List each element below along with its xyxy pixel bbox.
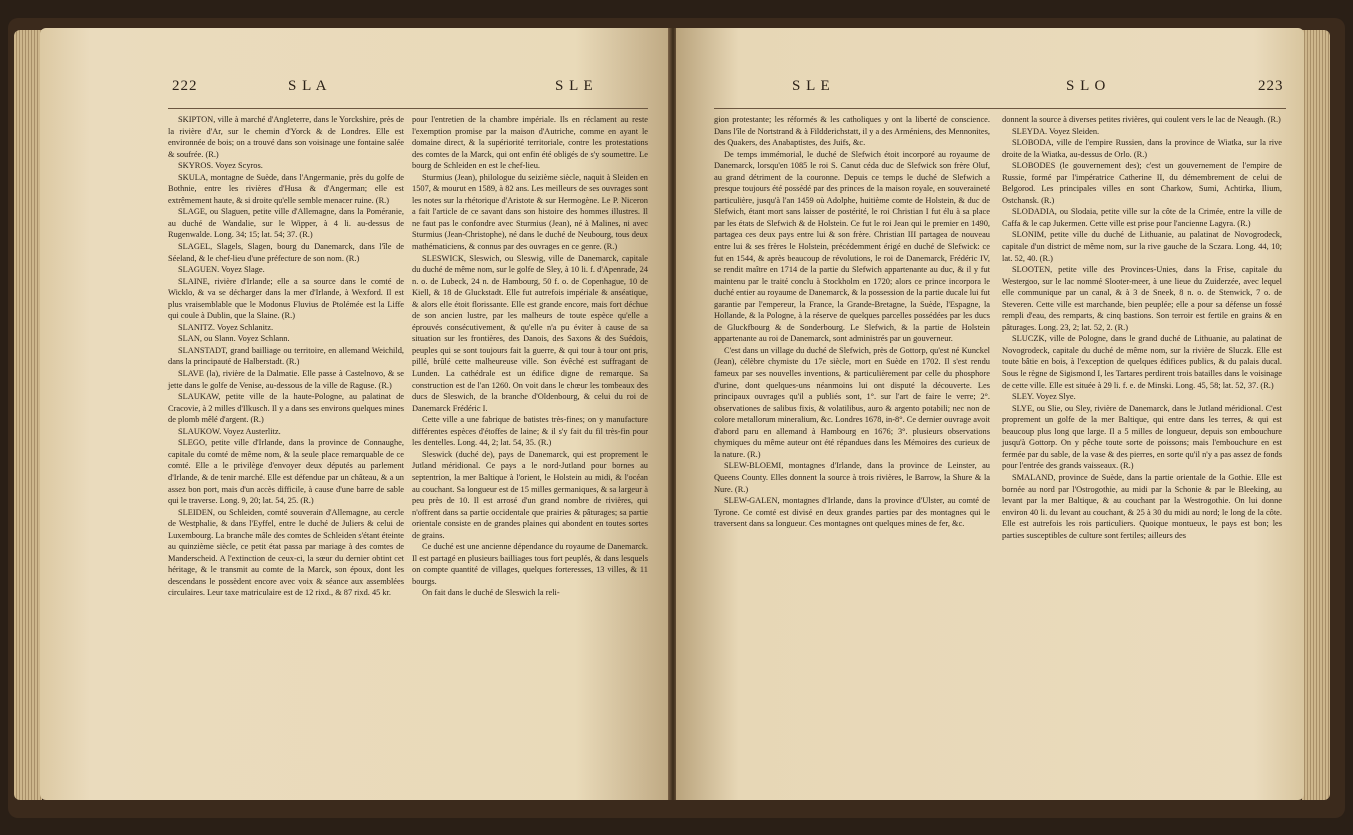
article-paragraph: SLAGEL, Slagels, Slagen, bourg du Danemarck, dans l'île de Séeland, & le chef-lieu d'une préfecture de son nom. (R.) — [168, 242, 404, 263]
article-paragraph: SLAUKAW, petite ville de la haute-Pologne, au palatinat de Cracovie, à 2 milles d'Ilkusch. Il y a dans ses environs quelques mines de plomb mêlé d'argent. (R.) — [168, 392, 404, 425]
left-page-header — [40, 78, 670, 104]
article-paragraph: SLONIM, petite ville du duché de Lithuanie, au palatinat de Novogrodeck, capitale d'un district de même nom, sur la rive gauche de la Sczara. Long. 44, 10; lat. 52, 40. (R.) — [1002, 230, 1282, 263]
article-paragraph: pour l'entretien de la chambre impériale. Ils en réclament au reste l'exemption promise par la maison d'Autriche, comme en ayant le domaine direct, & la supériorité territoriale, contre les protestations des comtes de la Marck, qui ont enfin été obligés de s'y soumettre. Le bourg de Schleiden en est le chef-lieu. — [412, 115, 648, 171]
article-paragraph: Ce duché est une ancienne dépendance du royaume de Danemarck. Il est partagé en plusieurs bailliages tous fort peuplés, & dans lesquels on compte quantité de villages, quelques forteresses, 13 villes, & 11 bourgs. — [412, 542, 648, 586]
article-paragraph: SKYROS. Voyez Scyros. — [178, 161, 263, 171]
article-paragraph: SLODADIA, ou Slodaia, petite ville sur la côte de la Crimée, entre la ville de Caffa & le cap Jukermen. Cette ville est prise pour l'ancienne Lagyra. (R.) — [1002, 207, 1282, 228]
article-paragraph: SLAGE, ou Slaguen, petite ville d'Allemagne, dans la Poméranie, au duché de Wandalie, sur le Wipper, à 4 li. au-dessus de Rugenwalde. Long. 34; 15; lat. 54; 37. (R.) — [168, 207, 404, 240]
page-edges-right — [1302, 30, 1330, 800]
article-paragraph: donnent la source à diverses petites rivières, qui coulent vers le lac de Neaugh. (R.) — [1002, 115, 1281, 124]
article-paragraph: gion protestante; les réformés & les catholiques y ont la liberté de conscience. Dans l'île de Nortstrand & à Fildderichstatt, il y a des Arméniens, des Mennonites, des Quakers, des Anabaptistes, des Juifs, &c. — [714, 115, 990, 148]
article-paragraph: SLUCZK, ville de Pologne, dans le grand duché de Lithuanie, au palatinat de Novogrodeck, capitale du duché de même nom, sur la rivière de Sluczk. Elle est toute bâtie en bois, à l'exception de quelques édifices publics, & du palais ducal. Sous le règne de Sigismond I, les Tartares perdirent trois batailles dans le voisinage de cette ville. Elle est située à 29 li. f. e. de Minski. Long. 45, 58; lat. 52, 37. (R.) — [1002, 334, 1282, 390]
running-head: S L E — [792, 78, 831, 94]
right-page — [676, 28, 1304, 800]
article-paragraph: SLAGUEN. Voyez Slage. — [178, 265, 265, 275]
article-paragraph: SLEW-BLOEMI, montagnes d'Irlande, dans la province de Leinster, au Queens County. Elles donnent la source à trois rivières, le Barrow, la Shure & la Nure. (R.) — [714, 461, 990, 494]
page-edges-left — [14, 30, 42, 800]
running-head: S L O — [1066, 78, 1107, 94]
article-paragraph: SLAVE (la), rivière de la Dalmatie. Elle passe à Castelnovo, & se jette dans le golfe de Venise, au-dessous de la ville de Raguse. (R.) — [168, 369, 404, 390]
article-paragraph: SLEIDEN, ou Schleiden, comté souverain d'Allemagne, au cercle de Westphalie, & dans l'Eyffel, entre le duché de Juliers & celui de Luxembourg. La branche mâle des comtes de Schleiden s'étant éteinte au quinzième siècle, ce petit état passa par mariage à des comtes de Manderscheid. A l'extinction de ceux-ci, la sœur du dernier obtint cet héritage, & le transmit au comte de la Marck, son époux, dont les descendans le possèdent encore avec voix & séance aux assemblées circulaires. Leur taxe matriculaire est de 12 rixd., & 87 rixd. 45 kr. — [168, 507, 404, 598]
header-rule — [714, 108, 1286, 109]
article-paragraph: C'est dans un village du duché de Slefwich, près de Gottorp, qu'est né Kunckel (Jean), célèbre chymiste du 17e siècle, mort en Suède en 1702. Il s'est rendu fameux par ses nouvelles inventions, & particulièrement par celle du phosphore d'urine, dont quelques-uns néanmoins lui ont disputé la découverte. Les principaux ouvrages qu'il a publiés sont, 1°. sur l'art de faire le verre; 2°. observationes de salibus fixis, & volatilibus, auro & argento potabili; nec non de colore metallorum mineralium, &c. Londres 1678, in-8°. Ce dernier ouvrage avoit d'abord paru en allemand à Hambourg en 1676; 3°. plusieurs observations chymiques du même auteur ont été répandues dans les Mémoires des curieux de la nature. (R.) — [714, 345, 990, 459]
left-page — [40, 28, 670, 800]
article-paragraph: SLAN, ou Slann. Voyez Schlann. — [178, 334, 290, 344]
right-page-column-2 — [1002, 114, 1282, 541]
article-paragraph: Cette ville a une fabrique de batistes très-fines; on y manufacture différentes espèces d'étoffes de laine; & il s'y fait du fil très-fin pour les dentelles. Long. 44, 2; lat. 54, 35. (R.) — [412, 415, 648, 448]
article-paragraph: SLEW-GALEN, montagnes d'Irlande, dans la province d'Ulster, au comté de Tyrone. Ce comté est divisé en deux grandes parties par des montagnes qui le traversent dans sa longueur. Ces montagnes ont quelques mines de fer, &c. — [714, 496, 990, 529]
article-paragraph: SLOBODA, ville de l'empire Russien, dans la province de Wiatka, sur la rive droite de la Wiatka, au-dessus de Orlo. (R.) — [1002, 138, 1282, 159]
article-paragraph: SLYE, ou Slie, ou Sley, rivière de Danemarck, dans le Jutland méridional. C'est proprement un golfe de la mer Baltique, qui entre dans les terres, & qui est beaucoup plus long que large. Il a 5 milles de longueur, depuis son embouchure jusqu'à Gottorp. On y pêche toute sorte de poissons; mais l'embouchure en est fermée par du sable, de la vase & des pierres, en sorte qu'il n'y a pas assez de fonds pour l'entrée des grands vaisseaux. (R.) — [1002, 403, 1282, 471]
article-paragraph: On fait dans le duché de Sleswich la reli- — [422, 588, 560, 598]
article-paragraph: SMALAND, province de Suède, dans la partie orientale de la Gothie. Elle est bornée au nord par l'Ostrogothie, au midi par la Schonie & par le Bleeking, au levant par la mer Baltique, & au couchant par la Westrogothie. On lui donne environ 40 li. du levant au couchant, & 25 à 30 du midi au nord; le long de la côte. Elle est autrefois les rois particuliers. Quoique montueux, le pays est bon; les parties susceptibles de culture sont fertiles; ailleurs des — [1002, 472, 1282, 540]
article-paragraph: Sleswick (duché de), pays de Danemarck, qui est proprement le Jutland méridional. Ce pays a le nord-Jutland pour bornes au septentrion, la mer Baltique à l'orient, le Holstein au midi, & l'océan au couchant. Sa longueur est de 15 milles germaniques, & sa largeur à peu près de 10. Il est arrosé d'un grand nombre de rivières, qui n'offrent dans sa partie occidentale que prairies & pâturages; sa partie orientale consiste en de grandes plaines qui abondent en toutes sortes de grains. — [412, 449, 648, 540]
article-paragraph: SLAINE, rivière d'Irlande; elle a sa source dans le comté de Wicklo, & va se décharger dans la mer d'Irlande, à Wexford. Il est plus vraisemblable que le Modonus Fluvius de Ptolémée est la Liffe qui coule à Dublin, que la Slaine. (R.) — [168, 276, 404, 321]
page-number: 223 — [1258, 78, 1284, 94]
left-page-column-1 — [168, 114, 404, 599]
article-paragraph: SLANITZ. Voyez Schlanitz. — [178, 322, 274, 332]
article-paragraph: SKULA, montagne de Suède, dans l'Angermanie, près du golfe de Bothnie, entre les rivières d'Husa & d'Angerman; elle est extrêmement haute, & si droite qu'elle semble menacer ruine. (R.) — [168, 172, 404, 205]
running-head: S L A — [288, 78, 328, 94]
article-paragraph: SLEGO, petite ville d'Irlande, dans la province de Connaughe, capitale du comté de même nom, & la seule place remarquable de ce comté. Elle a le privilège d'envoyer deux députés au parlement d'Irlande, & de tenir marché. Elle est défendue par un château, & a un assez bon port, mais d'un accès difficile, à cause d'une barre de sable qui le traverse. Long. 9, 20; lat. 54, 25. (R.) — [168, 438, 404, 506]
right-page-column-1 — [714, 114, 990, 530]
article-paragraph: SLOOTEN, petite ville des Provinces-Unies, dans la Frise, capitale du Westergoo, sur le lac nommé Slooter-meer, à une lieue du Zuiderzée, avec lequel elle communique par un canal, & à 3 de Sneek, 8 n. o. de Stenwick, 7 o. de Steveren. Cette ville est marchande, bien peuplée; elle a pour sa défense un fossé rempli d'eau, des remparts, & cinq bastions. Son terroir est fertile en grains & en pâturages. Long. 23, 2; lat. 52, 2. (R.) — [1002, 265, 1282, 332]
left-page-column-2 — [412, 114, 648, 599]
article-paragraph: SLESWICK, Sleswich, ou Sleswig, ville de Danemarck, capitale du duché de même nom, sur le golfe de Sley, à 10 li. f. d'Apenrade, 24 n. o. de Lubeck, 24 n. de Hambourg, 50 f. o. de Copenhague, 10 de Kiell, & 18 de Gluckstadt. Elle fut autrefois impériale & anséatique, & alors elle étoit florissante. Elle est grande encore, mais fort déchue de son ancien lustre, par les malheurs de toute espèce qu'elle a éprouvés consécutivement, & qu'elle n'a pu éviter à cause de sa situation sur les frontières, des Danois, des Saxons & des Suédois, peuples qui se sont toujours fait la guerre, & qui tour à tour ont pris, pillé, brûlé cette malheureuse ville. Son évêché est suffragant de Lunden. La cathédrale est un édifice digne de remarque. Sa construction est de l'an 1260. On voit dans le chœur les tombeaux des ducs de Sleswich, de la branche d'Oldenbourg, & celui du roi de Danemarck Frédéric I. — [412, 253, 648, 413]
article-paragraph: SLAUKOW. Voyez Austerlitz. — [178, 426, 281, 436]
right-page-header — [676, 78, 1304, 104]
article-paragraph: SLOBODES (le gouvernement des); c'est un gouvernement de l'empire de Russie, formé par l'impératrice Catherine II, du démembrement de celui de Belgorod. Les principales villes en sont Charkow, Sumi, Achtirka, Ilium, Ostchansk. (R.) — [1002, 161, 1282, 205]
running-head: S L E — [555, 78, 594, 94]
article-paragraph: SLANSTADT, grand bailliage ou territoire, en allemand Weichild, dans la principauté de Halberstadt. (R.) — [168, 345, 404, 367]
article-paragraph: Sturmius (Jean), philologue du seizième siècle, naquit à Sleiden en 1507, & mourut en 1589, à 82 ans. Les meilleurs de ses ouvrages sont les notes sur la rhétorique d'Aristote & sur Hermogène. Le P. Niceron a fait l'article de ce savant dans son histoire des hommes illustres. Il ne faut pas le confondre avec Sturmius (Jean), né à Malines, ni avec Sturmius (Jean-Christophe), né dans le duché de Neubourg, tous deux mathématiciens, & connus par des ouvrages en ce genre. (R.) — [412, 172, 648, 252]
article-paragraph: De temps immémorial, le duché de Slefwich étoit incorporé au royaume de Danemarck, lorsqu'en 1085 le roi S. Canut céda duc de Slefwick son frère Oluf, au grand détriment de la couronne. Depuis ce temps le duché de Slefwich a presque toujours été possédé par des princes de la maison royale, en souveraineté particulière, jusqu'à l'an 1459 où Adolphe, huitième comte de Holstein, & duc de Slefwich, étant mort sans laisser de postérité, le roi Christian I fut élu à sa place par les états de Slefwich & de Holstein. Ce fut le roi Jean qui le premier en 1490, partagea ces deux pays entre lui & son frère. Christian III partagea de nouveau entre lui & ses frères le Holstein, précédemment érigé en duché de Slefwick: ce fut en 1544, & après beaucoup de révolutions, le roi de Danemarck, Frédéric IV, se rendit maître en 1714 de la partie du Slefwich appartenante au duc, & il y fut maintenu par le traité conclu à Stockholm en 1720; alors ce prince incorpora le duché entier au royaume de Danemarck, & la possession de la partie ducale lui fut garantie par l'empereur, la France, la Grande-Bretagne, la Suède, l'Espagne, la Hollande, & la Pologne, à la réserve de quelques parcelles possédées par les ducs de Gluckfbourg & de Sonderbourg. Le Slefwich, & la partie de Holstein appartenante au roi de Danemarck, sont administrés par un gouverneur. — [714, 149, 990, 344]
article-paragraph: SLEY. Voyez Slye. — [1012, 392, 1076, 402]
header-rule — [168, 108, 648, 109]
article-paragraph: SLEYDA. Voyez Sleiden. — [1012, 126, 1100, 136]
article-paragraph: SKIPTON, ville à marché d'Angleterre, dans le Yorckshire, près de la rivière d'Ar, sur le chemin d'Yorck & de Londres. Elle est environnée de bois; on a trouvé dans son voisinage une fontaine salée & soufrée. (R.) — [168, 115, 404, 159]
page-number: 222 — [172, 78, 198, 94]
